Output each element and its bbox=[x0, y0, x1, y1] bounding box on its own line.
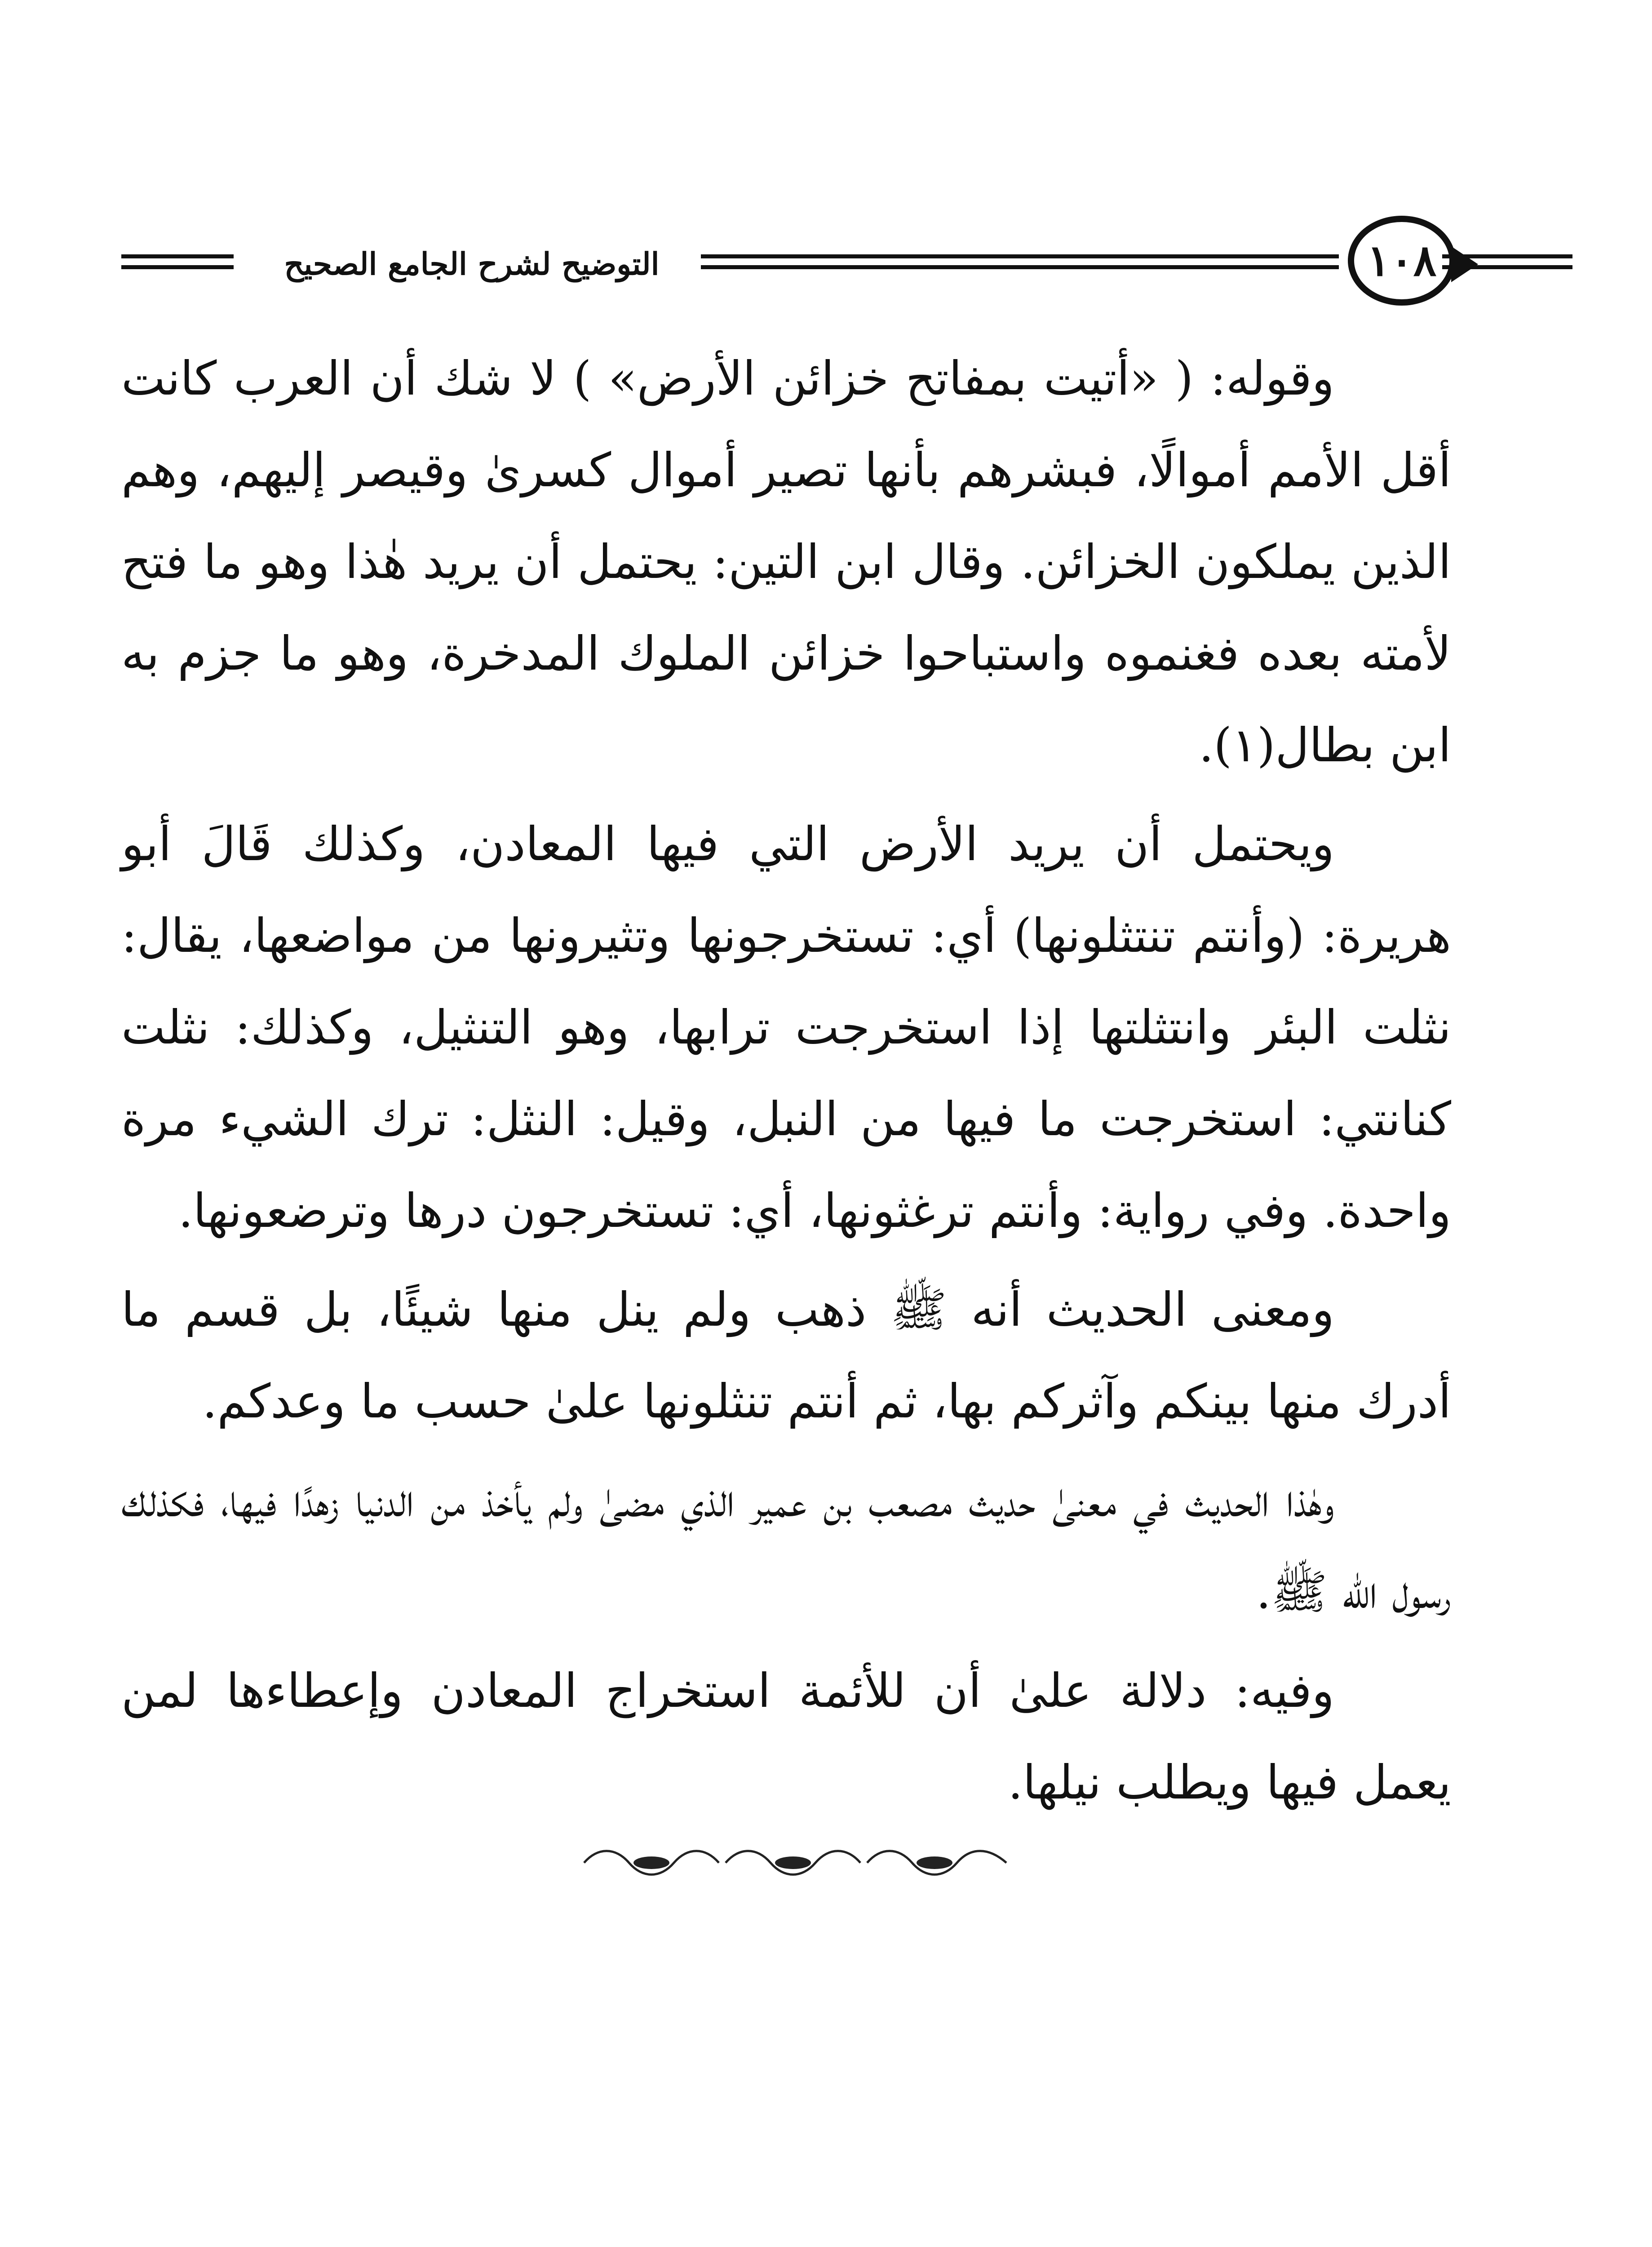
header-rule-left bbox=[121, 254, 234, 274]
header-rule-right bbox=[1442, 254, 1572, 274]
paragraph: وقوله: ( «أتيت بمفاتح خزائن الأرض» ) لا شك أن العرب كانت أقل الأمم أموالًا، فبشرهم بأنها تصير أموال كسرىٰ وقيصر إليهم، وهم الذين يملكون الخزائن. وقال ابن التين: يحتمل أن يريد هٰذا وهو ما فتح لأمته بعده فغنموه واستباحوا خزائن الملوك المدخرة، وهو ما جزم به ابن بطال(١). bbox=[121, 351, 1451, 773]
running-title: التوضيح لشرح الجامع الصحيح bbox=[284, 246, 660, 282]
paragraph: وهٰذا الحديث في معنىٰ حديث مصعب بن عمير الذي مضىٰ ولم يأخذ من الدنيا زهدًا فيها، فكذلك رسول الله ﷺ. bbox=[121, 1473, 1451, 1619]
paragraph: ومعنى الحديث أنه ﷺ ذهب ولم ينل منها شيئًا، بل قسم ما أدرك منها بينكم وآثركم بها، ثم أنتم تنثلونها علىٰ حسب ما وعدكم. bbox=[121, 1282, 1451, 1429]
section-divider-ornament-icon bbox=[580, 1843, 1011, 1883]
paragraph: ويحتمل أن يريد الأرض التي فيها المعادن، وكذلك قَالَ أبو هريرة: (وأنتم تنتثلونها) أي: تستخرجونها وتثيرونها من مواضعها، يقال: نثلت البئر وانتثلتها إذا استخرجت ترابها، وهو التنثيل، وكذلك: نثلت كنانتي: استخرجت ما فيها من النبل، وقيل: النثل: ترك الشيء مرة واحدة. وفي رواية: وأنتم ترغثونها، أي: تستخرجون درها وترضعونها. bbox=[121, 817, 1451, 1238]
page-header bbox=[121, 211, 1456, 319]
main-text bbox=[121, 333, 1451, 1835]
header-rule-middle bbox=[701, 254, 1339, 274]
paragraph: وفيه: دلالة علىٰ أن للأئمة استخراج المعادن وإعطاءها لمن يعمل فيها ويطلب نيلها. bbox=[121, 1663, 1451, 1810]
page-number: ١٠٨ bbox=[1348, 216, 1456, 306]
